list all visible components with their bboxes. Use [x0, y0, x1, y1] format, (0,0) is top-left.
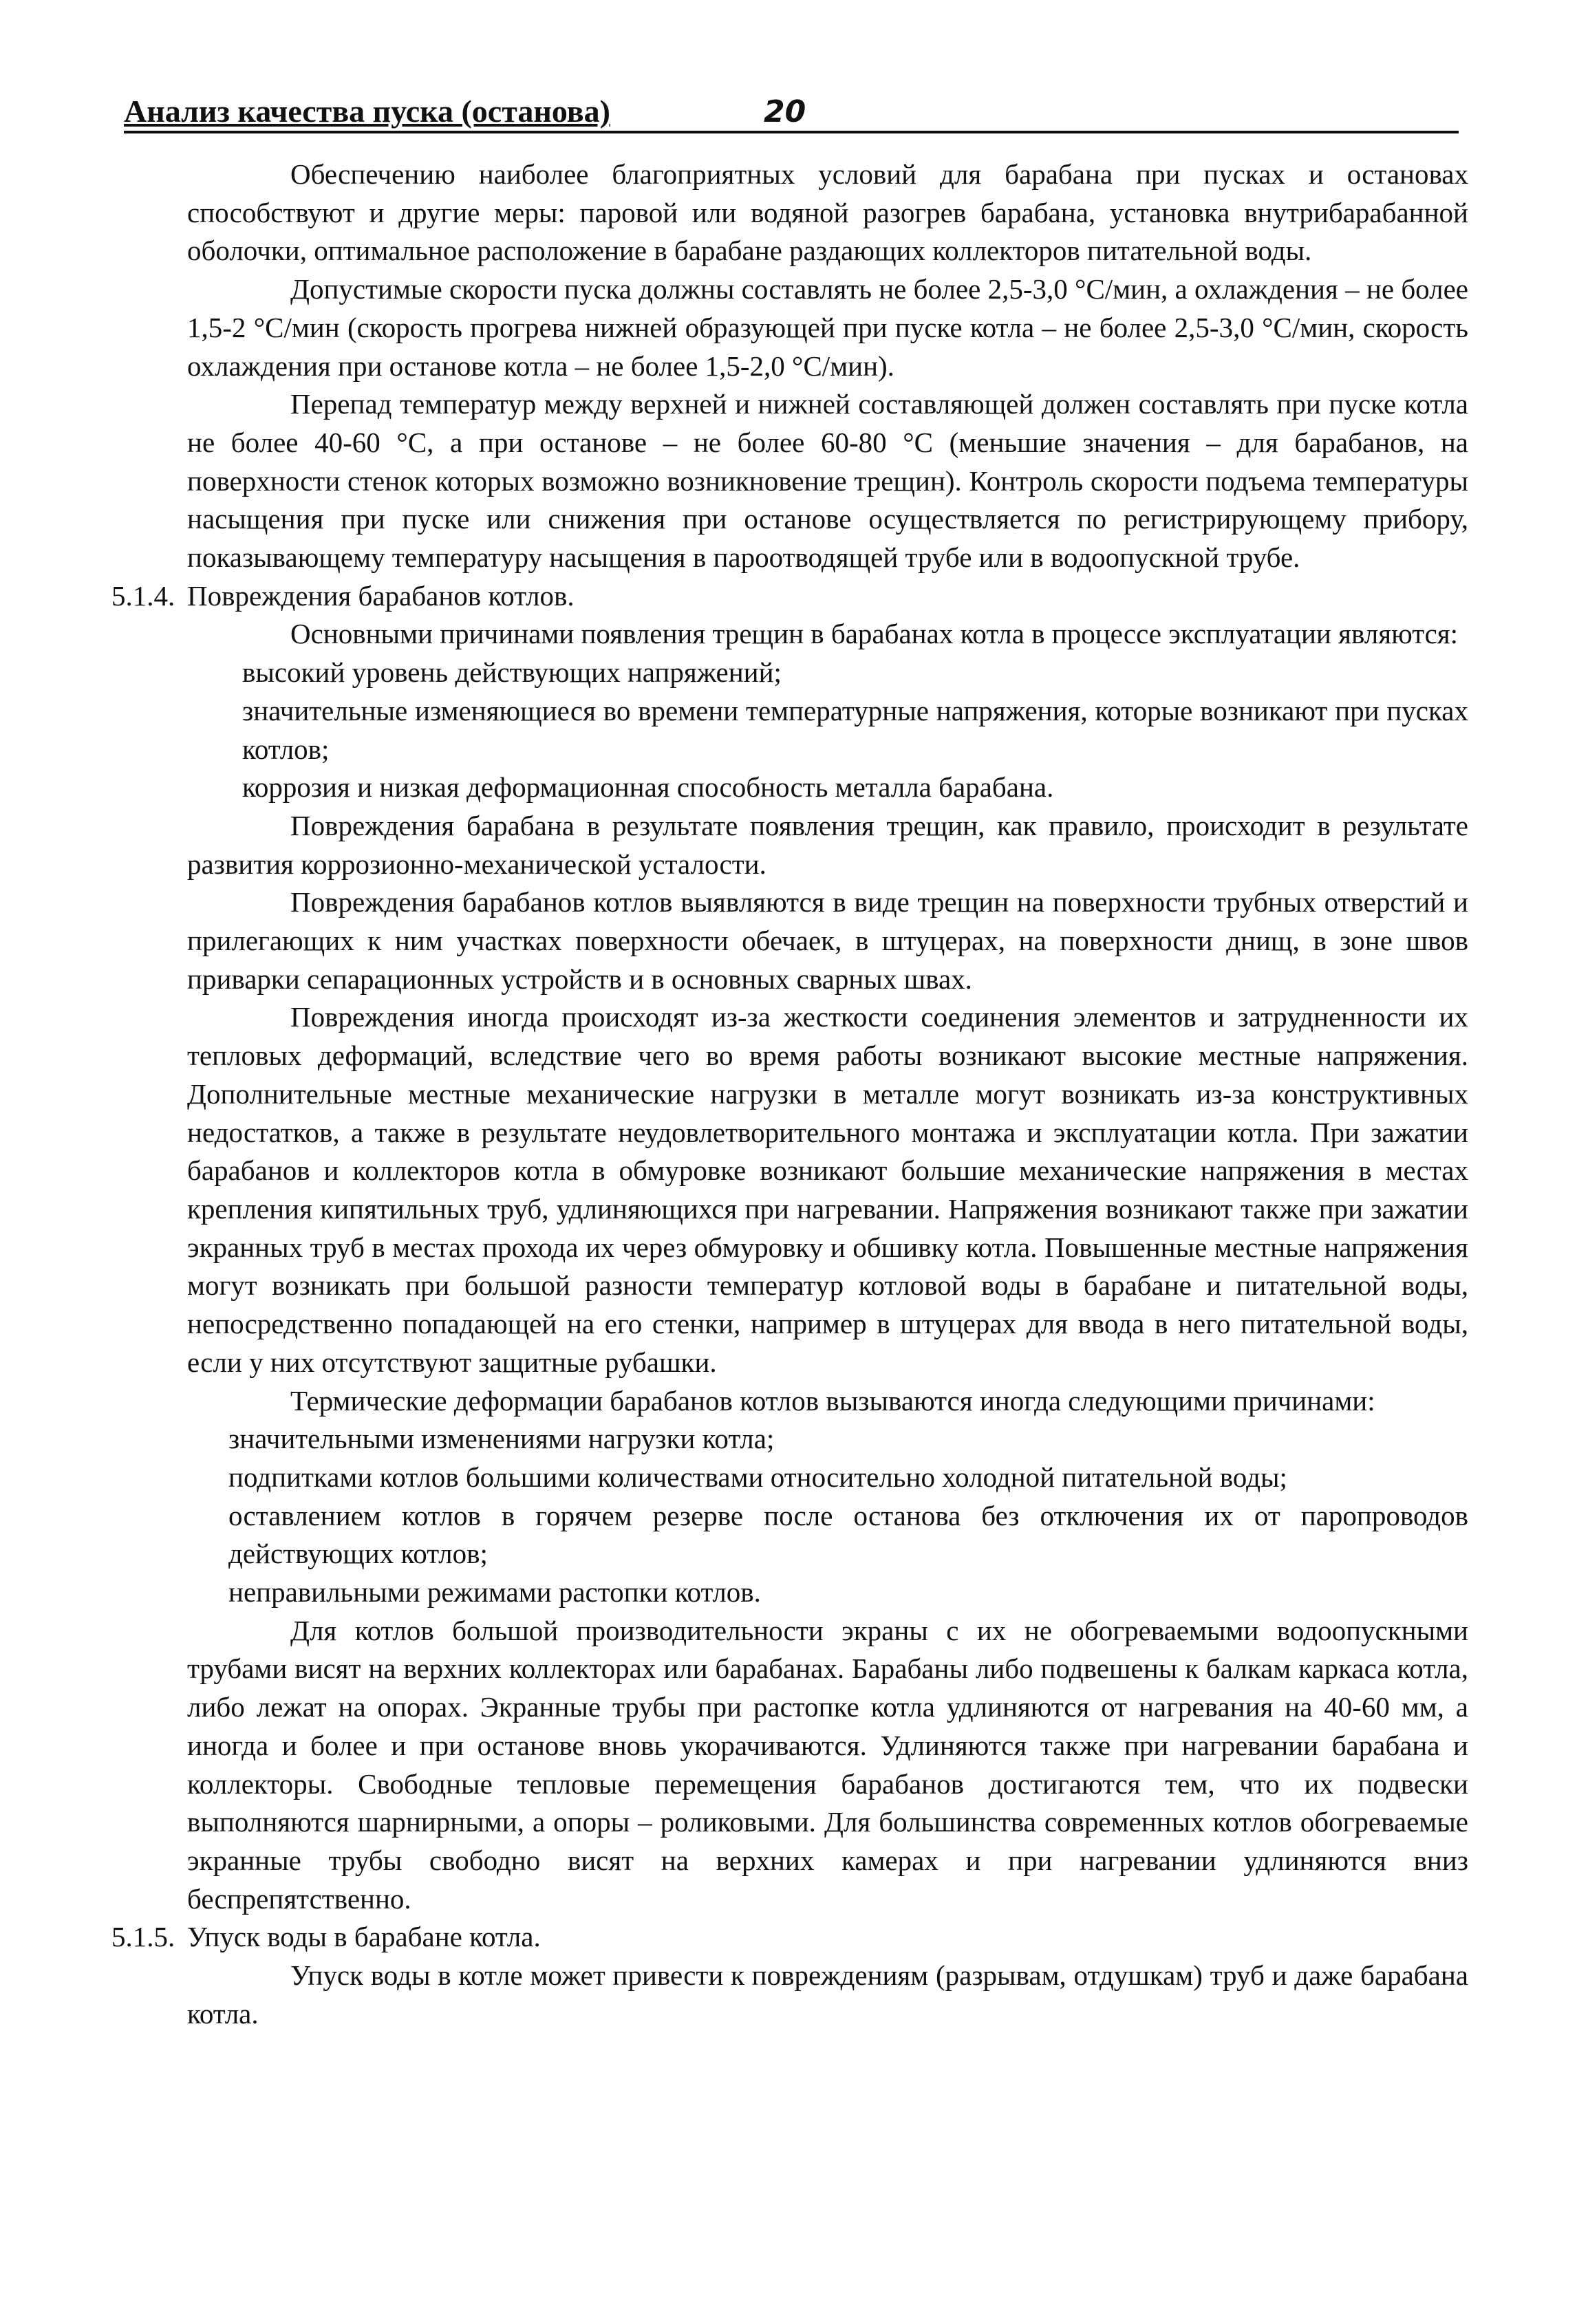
paragraph: Основными причинами появления трещин в барабанах котла в процессе эксплуатации являются:: [290, 618, 1459, 650]
paragraph: Обеспечению наиболее благоприятных условий для барабана при пусках и остановах способствуют и другие меры: паровой или водяной разогрев барабана, установка внутрибарабанной оболочки, оптимальное расположение в барабане раздающих коллекторов питательной воды.: [187, 158, 1468, 267]
section-number: 5.1.4.: [111, 579, 175, 612]
list-item: коррозия и низкая деформационная способность металла барабана.: [242, 771, 1054, 804]
section-heading-5-1-4: [111, 577, 1468, 616]
list-item: оставлением котлов в горячем резерве после останова без отключения их от паропроводов действующих котлов;: [228, 1499, 1468, 1570]
list-item: значительными изменениями нагрузки котла;: [228, 1423, 775, 1455]
paragraph: Перепад температур между верхней и нижней составляющей должен составлять при пуске котла не более 40-60 °С, а при останове – не более 60-80 °С (меньшие значения – для барабанов, на поверхности стенок которых возможно возникновение трещин). Контроль скорости подъема температуры насыщения при пуске или снижения при останове осуществляется по регистрирующему прибору, показывающему температуру насыщения в пароотводящей трубе или в водоопускной трубе.: [187, 388, 1468, 574]
page-body: [111, 155, 1468, 2033]
section-title: Упуск воды в барабане котла.: [187, 1921, 541, 1953]
list-item: высокий уровень действующих напряжений;: [242, 656, 782, 689]
list-item: подпитками котлов большими количествами относительно холодной питательной воды;: [228, 1461, 1287, 1493]
paragraph: Термические деформации барабанов котлов вызываются иногда следующими причинами:: [290, 1384, 1375, 1417]
list-item: неправильными режимами растопки котлов.: [228, 1576, 761, 1608]
paragraph: Повреждения барабана в результате появления трещин, как правило, происходит в результате развития коррозионно-механической усталости.: [187, 809, 1468, 880]
paragraph: Допустимые скорости пуска должны составлять не более 2,5-3,0 °С/мин, а охлаждения – не более 1,5-2 °С/мин (скорость прогрева нижней образующей при пуске котла – не более 2,5-3,0 °С/мин, скорость охлаждения при останове котла – не более 1,5-2,0 °С/мин).: [187, 273, 1468, 382]
section-heading-5-1-5: [111, 1918, 1468, 1957]
list-item: значительные изменяющиеся во времени температурные напряжения, которые возникают при пусках котлов;: [242, 694, 1468, 765]
paragraph: Для котлов большой производительности экраны с их не обогреваемыми водоопускными трубами висят на верхних коллекторах или барабанах. Барабаны либо подвешены к балкам каркаса котла, либо лежат на опорах. Экранные трубы при растопке котла удлиняются от нагревания на 40-60 мм, а иногда и более и при останове вновь укорачиваются. Удлиняются также при нагревании барабана и коллекторы. Свободные тепловые перемещения барабанов достигаются тем, что их подвески выполняются шарнирными, а опоры – роликовыми. Для большинства современных котлов обогреваемые экранные трубы свободно висят на верхних камерах и при нагревании удлиняются вниз беспрепятственно.: [187, 1614, 1468, 1915]
section-number: 5.1.5.: [111, 1921, 175, 1953]
paragraph: Повреждения иногда происходят из-за жесткости соединения элементов и затрудненности их тепловых деформаций, вследствие чего во время работы возникают высокие местные напряжения. Дополнительные местные механические нагрузки в металле могут возникать из-за конструктивных недостатков, а также в результате неудовлетворительного монтажа и эксплуатации котла. При зажатии барабанов и коллекторов котла в обмуровке возникают большие механические напряжения в местах крепления кипятильных труб, удлиняющихся при нагревании. Напряжения возникают также при зажатии экранных труб в местах прохода их через обмуровку и обшивку котла. Повышенные местные напряжения могут возникать при большой разности температур котловой воды в барабане и питательной воды, непосредственно попадающей на его стенки, например в штуцерах для ввода в него питательной воды, если у них отсутствуют защитные рубашки.: [187, 1001, 1468, 1378]
page-number: 20: [764, 94, 806, 129]
section-title: Повреждения барабанов котлов.: [187, 579, 575, 612]
paragraph: Повреждения барабанов котлов выявляются в виде трещин на поверхности трубных отверстий и прилегающих к ним участках поверхности обечаек, в штуцерах, на поверхности днищ, в зоне швов приварки сепарационных устройств и в основных сварных швах.: [187, 886, 1468, 995]
page-header: [124, 88, 1459, 133]
running-title: Анализ качества пуска (останова): [124, 94, 610, 129]
paragraph: Упуск воды в котле может привести к повреждениям (разрывам, отдушкам) труб и даже барабана котла.: [187, 1959, 1468, 2030]
